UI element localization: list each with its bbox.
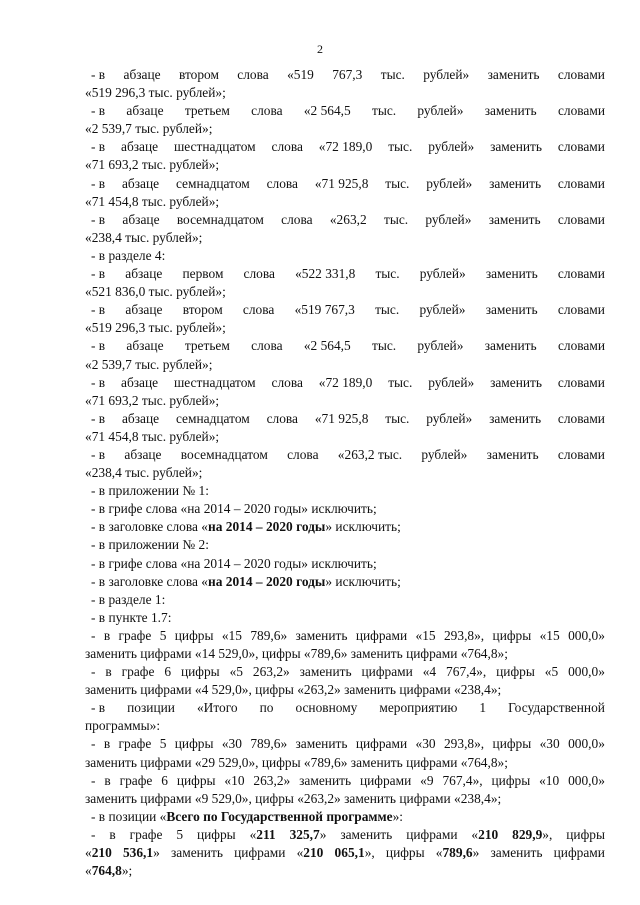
word: рублей» <box>428 139 475 155</box>
word: слова <box>251 103 283 119</box>
text-line: - в грифе слова «на 2014 – 2020 годы» исключить; <box>91 555 377 571</box>
text-span: « <box>85 863 92 879</box>
word: словами <box>557 139 605 155</box>
word: - в <box>91 302 106 318</box>
word: заменить <box>490 139 543 155</box>
word: 000,0» <box>568 736 605 752</box>
word: словами <box>557 338 605 354</box>
word: «4 <box>422 664 437 680</box>
word: тыс. <box>380 67 405 82</box>
word: абзаце <box>124 446 162 462</box>
word: цифры <box>566 826 605 842</box>
word: позиции <box>127 700 175 716</box>
word: заменить <box>490 374 543 390</box>
word: цифрами <box>355 736 408 752</box>
word: заменить <box>486 446 539 462</box>
text-line <box>85 808 605 826</box>
text-line <box>85 374 605 392</box>
text-line <box>85 211 605 229</box>
word: втором <box>178 67 219 82</box>
text-line <box>85 138 605 156</box>
word: - в <box>91 266 106 282</box>
word: заменить <box>299 772 352 788</box>
word: «263,2 <box>329 211 367 227</box>
text-line <box>85 826 605 844</box>
word: рублей» <box>425 211 472 227</box>
word: абзаце <box>125 302 163 318</box>
word: абзаце <box>125 266 163 282</box>
word: - в <box>91 374 106 390</box>
word: рублей» <box>423 67 470 82</box>
word: - <box>91 627 96 643</box>
text-span: »; <box>121 863 133 879</box>
word: - <box>91 772 96 788</box>
text-line: - в грифе слова «на 2014 – 2020 годы» исключить; <box>91 501 377 517</box>
word: заменить <box>488 211 541 227</box>
text-line <box>85 699 605 717</box>
word: «519 767,3 <box>294 302 355 318</box>
word: абзаце <box>121 374 159 390</box>
text-line <box>85 772 605 790</box>
word: в <box>105 664 112 680</box>
word: 789,6» <box>250 736 288 752</box>
word: шестнадцатом <box>173 139 256 155</box>
document-body <box>85 66 605 880</box>
text-line <box>85 66 605 84</box>
text-span: » исключить; <box>325 519 401 535</box>
word: графе <box>129 826 163 842</box>
text-span: - в заголовке слова « <box>91 573 209 589</box>
word: заменить <box>295 736 348 752</box>
word: «263,2 тыс. <box>337 446 403 462</box>
word: «30 <box>539 736 560 752</box>
word: основному <box>295 700 358 716</box>
word: 767,4», <box>442 772 483 788</box>
word: - в <box>91 175 106 191</box>
word: цифрами <box>553 845 605 861</box>
word: графе <box>118 736 152 752</box>
word: слова <box>271 374 303 390</box>
word: цифры <box>492 627 532 643</box>
word: - <box>91 664 96 680</box>
word: цифрами <box>359 772 412 788</box>
word: Государственной <box>508 700 605 716</box>
word: - <box>91 736 96 752</box>
word: тыс. <box>385 410 410 426</box>
word: «210 <box>85 845 112 861</box>
word: - в <box>91 700 106 716</box>
word: заменить <box>484 103 537 119</box>
word: «5 <box>229 664 243 680</box>
word: 065,1», <box>334 845 375 861</box>
word: заменить <box>295 627 348 643</box>
word: 293,8», <box>443 736 485 752</box>
word: тыс. <box>375 302 400 318</box>
page-number: 2 <box>317 42 323 56</box>
word: цифры <box>385 845 425 861</box>
word: рублей» <box>419 266 466 282</box>
word: «789,6» <box>435 845 480 861</box>
word: 5 <box>159 736 167 752</box>
word: цифрами <box>406 826 458 842</box>
text-line <box>85 175 605 193</box>
text-line: - в разделе 1: <box>91 591 166 607</box>
word: тыс. <box>375 266 400 282</box>
word: в <box>109 826 116 842</box>
text-line: заменить цифрами «9 529,0», цифры «263,2» заменить цифрами «238,4»; <box>85 790 502 806</box>
word: «Итого <box>196 700 238 716</box>
word: «15 <box>415 627 436 643</box>
text-line <box>85 663 605 681</box>
word: слова <box>266 410 299 426</box>
word: заменить <box>490 845 543 861</box>
word: цифрами <box>355 627 408 643</box>
word: «2 564,5 <box>303 103 351 119</box>
word: словами <box>557 446 605 462</box>
word: рублей» <box>419 302 466 318</box>
word: в <box>103 736 111 752</box>
word: рублей» <box>426 410 473 426</box>
text-line <box>85 337 605 355</box>
text-line: - в разделе 4: <box>91 247 166 263</box>
word: «211 <box>249 826 276 842</box>
word: цифры <box>496 664 535 680</box>
word: заменить <box>299 664 352 680</box>
word: «15 <box>539 627 560 643</box>
text-line <box>85 844 605 862</box>
word: 1 <box>479 700 487 716</box>
word: словами <box>557 266 605 282</box>
word: «5 <box>544 664 559 680</box>
bold-text: 764,8 <box>91 863 122 879</box>
word: третьем <box>184 103 230 119</box>
text-span: - в заголовке слова « <box>91 519 209 535</box>
word: - в <box>91 211 106 227</box>
word: графе <box>118 627 152 643</box>
text-line <box>85 410 605 428</box>
word: абзаце <box>121 175 160 191</box>
word: слова <box>251 338 283 354</box>
word: восемнадцатом <box>176 211 264 227</box>
word: рублей» <box>421 446 468 462</box>
text-line: «71 454,8 тыс. рублей»; <box>85 193 220 209</box>
word: цифры <box>196 826 236 842</box>
word: заменить <box>489 175 542 191</box>
word: графе <box>119 772 153 788</box>
word: словами <box>557 67 605 82</box>
word: заменить <box>485 302 538 318</box>
text-line: «2 539,7 тыс. рублей»; <box>85 121 213 137</box>
text-line <box>85 265 605 283</box>
word: абзаце <box>126 338 164 354</box>
word: слова <box>271 139 303 155</box>
word: слова <box>242 302 275 318</box>
word: - в <box>91 139 106 155</box>
word: в <box>103 627 111 643</box>
word: первом <box>182 266 224 282</box>
text-span: - в позиции « <box>91 808 167 824</box>
text-line: «2 539,7 тыс. рублей»; <box>85 356 213 372</box>
word: цифры <box>491 772 531 788</box>
word: слова <box>266 175 299 191</box>
word: «522 331,8 <box>295 266 356 282</box>
text-line: - в пункте 1.7: <box>91 609 172 625</box>
word: абзаце <box>122 211 160 227</box>
word: заменить <box>340 826 393 842</box>
word: слова <box>287 446 319 462</box>
word: заменить <box>485 266 538 282</box>
word: тыс. <box>371 338 397 354</box>
word: тыс. <box>371 103 397 119</box>
bold-text: Всего по Государственной программе <box>166 808 393 824</box>
text-line <box>85 301 605 319</box>
word: цифры <box>176 772 216 788</box>
word: тыс. <box>385 175 410 191</box>
word: «519 <box>287 67 314 82</box>
word: шестнадцатом <box>173 374 256 390</box>
text-line: - в приложении № 1: <box>91 483 209 499</box>
text-line: заменить цифрами «14 529,0», цифры «789,6» заменить цифрами «764,8»; <box>85 646 508 661</box>
text-line: заменить цифрами «29 529,0», цифры «789,6» заменить цифрами «764,8»; <box>85 754 508 770</box>
text-line <box>85 627 605 645</box>
word: 000,0» <box>568 772 605 788</box>
word: - в <box>91 103 106 119</box>
text-line: программы»: <box>85 718 161 734</box>
word: 767,4», <box>446 664 487 680</box>
word: абзаце <box>123 67 161 82</box>
word: «30 <box>221 736 242 752</box>
word: втором <box>182 302 223 318</box>
text-line: «238,4 тыс. рублей»; <box>85 229 203 245</box>
word: «10 <box>224 772 245 788</box>
word: 263,2» <box>253 772 291 788</box>
word: семнадцатом <box>175 410 250 426</box>
word: заменить <box>170 845 223 861</box>
word: - <box>91 826 96 842</box>
word: 536,1» <box>122 845 160 861</box>
word: «15 <box>221 627 242 643</box>
text-line: «71 693,2 тыс. рублей»; <box>85 157 220 173</box>
word: мероприятию <box>379 700 458 716</box>
word: - в <box>91 446 106 462</box>
word: цифрами <box>234 845 286 861</box>
word: 767,3 <box>332 67 363 82</box>
word: третьем <box>184 338 230 354</box>
text-line: «238,4 тыс. рублей»; <box>85 465 203 481</box>
word: 6 <box>161 772 168 788</box>
word: слова <box>243 266 275 282</box>
text-line: «519 296,3 тыс. рублей»; <box>85 85 226 101</box>
word: тыс. <box>388 374 413 390</box>
word: словами <box>557 410 605 426</box>
word: «210 <box>296 845 324 861</box>
word: абзаце <box>121 410 160 426</box>
word: графе <box>121 664 155 680</box>
word: рублей» <box>417 103 464 119</box>
text-span: » исключить; <box>325 573 401 589</box>
word: цифры <box>174 736 214 752</box>
word: по <box>259 700 274 716</box>
text-line: «519 296,3 тыс. рублей»; <box>85 320 226 336</box>
word: 6 <box>164 664 172 680</box>
word: «9 <box>420 772 434 788</box>
word: в <box>104 772 111 788</box>
word: абзаце <box>121 139 159 155</box>
bold-text: на 2014 – 2020 годы <box>208 573 326 589</box>
word: - в <box>91 67 106 82</box>
text-line: «71 454,8 тыс. рублей»; <box>85 428 220 444</box>
word: - в <box>91 338 106 354</box>
word: заменить <box>489 410 542 426</box>
word: словами <box>557 175 605 191</box>
word: семнадцатом <box>175 175 250 191</box>
word: словами <box>557 103 605 119</box>
word: «72 189,0 <box>318 374 373 390</box>
text-span: »: <box>392 808 404 824</box>
text-line: - в приложении № 2: <box>91 537 209 553</box>
text-line <box>85 573 605 591</box>
word: цифрами <box>361 664 413 680</box>
word: - в <box>91 410 106 426</box>
text-line <box>85 446 605 464</box>
word: «30 <box>415 736 436 752</box>
word: восемнадцатом <box>180 446 268 462</box>
word: рублей» <box>426 175 473 191</box>
word: тыс. <box>388 139 413 155</box>
word: «2 564,5 <box>303 338 351 354</box>
bold-text: на 2014 – 2020 годы <box>208 519 326 535</box>
word: «71 925,8 <box>314 410 369 426</box>
word: цифры <box>174 627 214 643</box>
text-line: заменить цифрами «4 529,0», цифры «263,2» заменить цифрами «238,4»; <box>85 682 502 698</box>
word: цифры <box>492 736 532 752</box>
word: 5 <box>159 627 167 643</box>
word: 5 <box>176 826 184 842</box>
word: цифры <box>180 664 220 680</box>
word: «210 <box>471 826 499 842</box>
word: «72 189,0 <box>318 139 373 155</box>
word: слова <box>237 67 269 82</box>
word: 263,2» <box>252 664 290 680</box>
word: рублей» <box>417 338 464 354</box>
word: 293,8», <box>443 627 485 643</box>
word: словами <box>557 211 605 227</box>
word: «10 <box>539 772 560 788</box>
word: словами <box>557 374 605 390</box>
text-line: «521 836,0 тыс. рублей»; <box>85 284 226 300</box>
word: «71 925,8 <box>314 175 369 191</box>
word: заменить <box>487 67 540 82</box>
word: 000,0» <box>568 627 605 643</box>
word: 325,7» <box>289 826 327 842</box>
word: слова <box>281 211 313 227</box>
word: абзаце <box>126 103 164 119</box>
word: 829,9», <box>512 826 553 842</box>
word: 789,6» <box>250 627 288 643</box>
word: словами <box>557 302 605 318</box>
text-line <box>85 735 605 753</box>
text-line <box>85 102 605 120</box>
text-line: «71 693,2 тыс. рублей»; <box>85 392 220 408</box>
word: тыс. <box>383 211 409 227</box>
word: заменить <box>484 338 537 354</box>
word: 000,0» <box>568 664 605 680</box>
text-line <box>85 862 605 880</box>
text-line <box>85 518 605 536</box>
word: рублей» <box>428 374 475 390</box>
